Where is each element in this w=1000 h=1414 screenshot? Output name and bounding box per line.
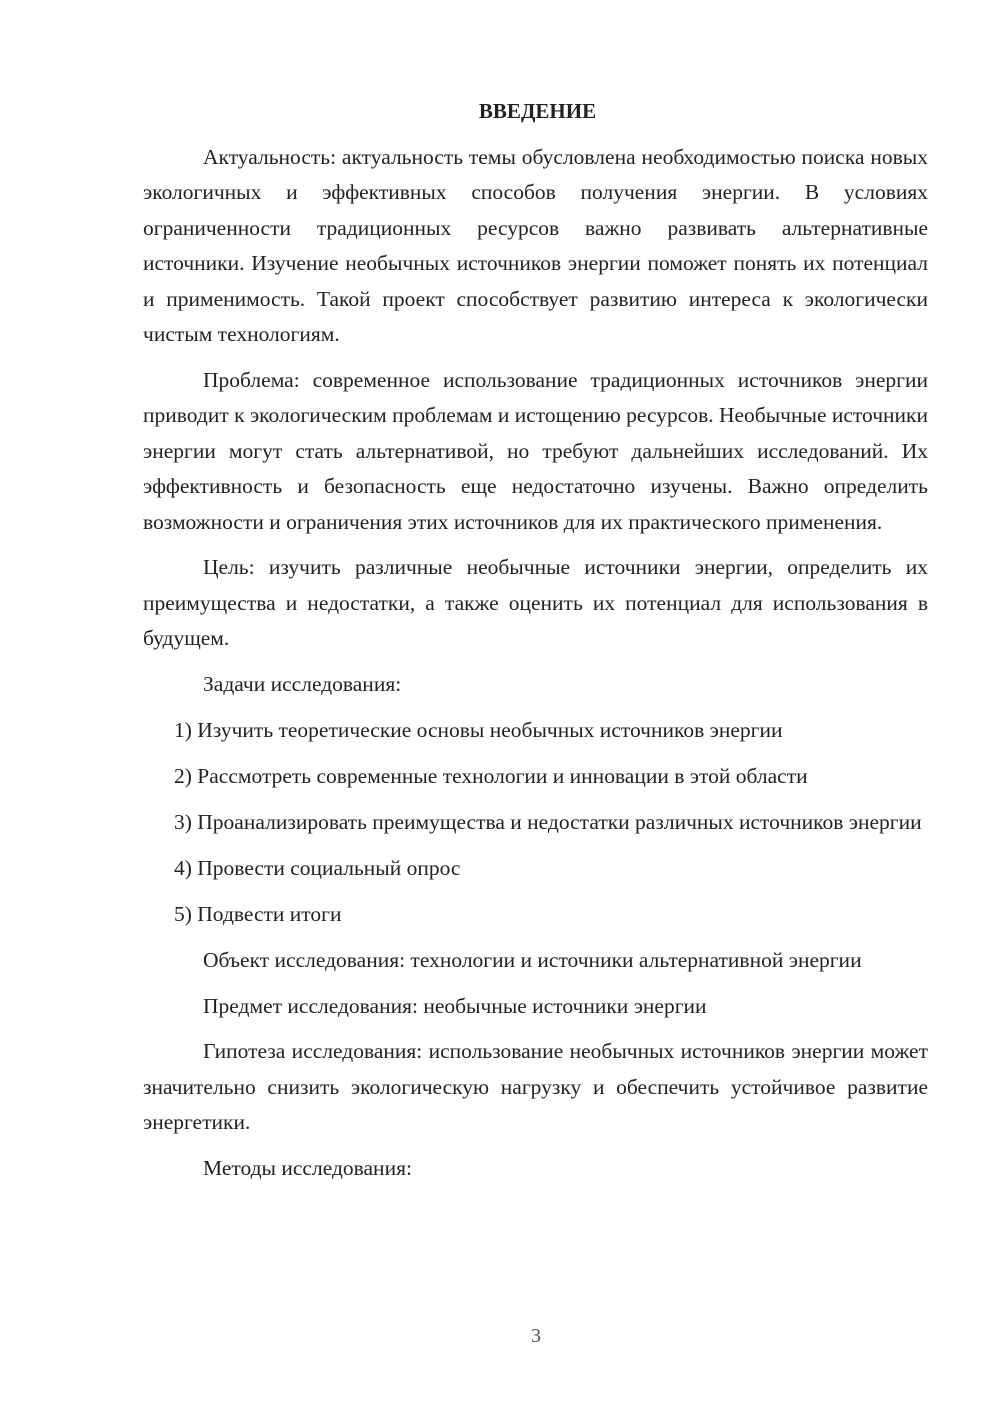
- relevance-paragraph: Актуальность: актуальность темы обусловлена необходимостью поиска новых экологичных и эффективных способов получения энергии. В условиях ограниченности традиционных ресурсов важно развивать альтернативные источники. Изучение необычных источников энергии поможет понять их потенциал и применимость. Такой проект способствует развитию интереса к экологически чистым технологиям.: [143, 145, 928, 347]
- object-paragraph: Объект исследования: технологии и источники альтернативной энергии: [203, 947, 862, 972]
- task-item-4: 4) Провести социальный опрос: [174, 855, 461, 880]
- subject-paragraph: Предмет исследования: необычные источники энергии: [203, 993, 707, 1018]
- section-title: ВВЕДЕНИЕ: [478, 99, 597, 123]
- methods-paragraph: Методы исследования:: [203, 1156, 412, 1181]
- tasks-heading: Задачи исследования:: [203, 672, 402, 697]
- goal-paragraph: Цель: изучить различные необычные источники энергии, определить их преимущества и недостатки, а также оценить их потенциал для использования в будущем.: [143, 555, 928, 651]
- task-item-2: 2) Рассмотреть современные технологии и инновации в этой области: [174, 764, 808, 788]
- task-item-5: 5) Подвести итоги: [174, 901, 342, 926]
- problem-paragraph: Проблема: современное использование традиционных источников энергии приводит к экологическим проблемам и истощению ресурсов. Необычные источники энергии могут стать альтернативой, но требуют дальнейших исследований. Их эффективность и безопасность еще недостаточно изучены. Важно определить возможности и ограничения этих источников для их практического применения.: [143, 367, 928, 534]
- page-number: 3: [531, 1325, 541, 1347]
- page-content: [143, 96, 928, 1197]
- task-item-3: 3) Проанализировать преимущества и недостатки различных источников энергии: [174, 809, 922, 834]
- task-item-1: 1) Изучить теоретические основы необычных источников энергии: [174, 718, 783, 743]
- hypothesis-paragraph: Гипотеза исследования: использование необычных источников энергии может значительно снизить экологическую нагрузку и обеспечить устойчивое развитие энергетики.: [143, 1039, 928, 1135]
